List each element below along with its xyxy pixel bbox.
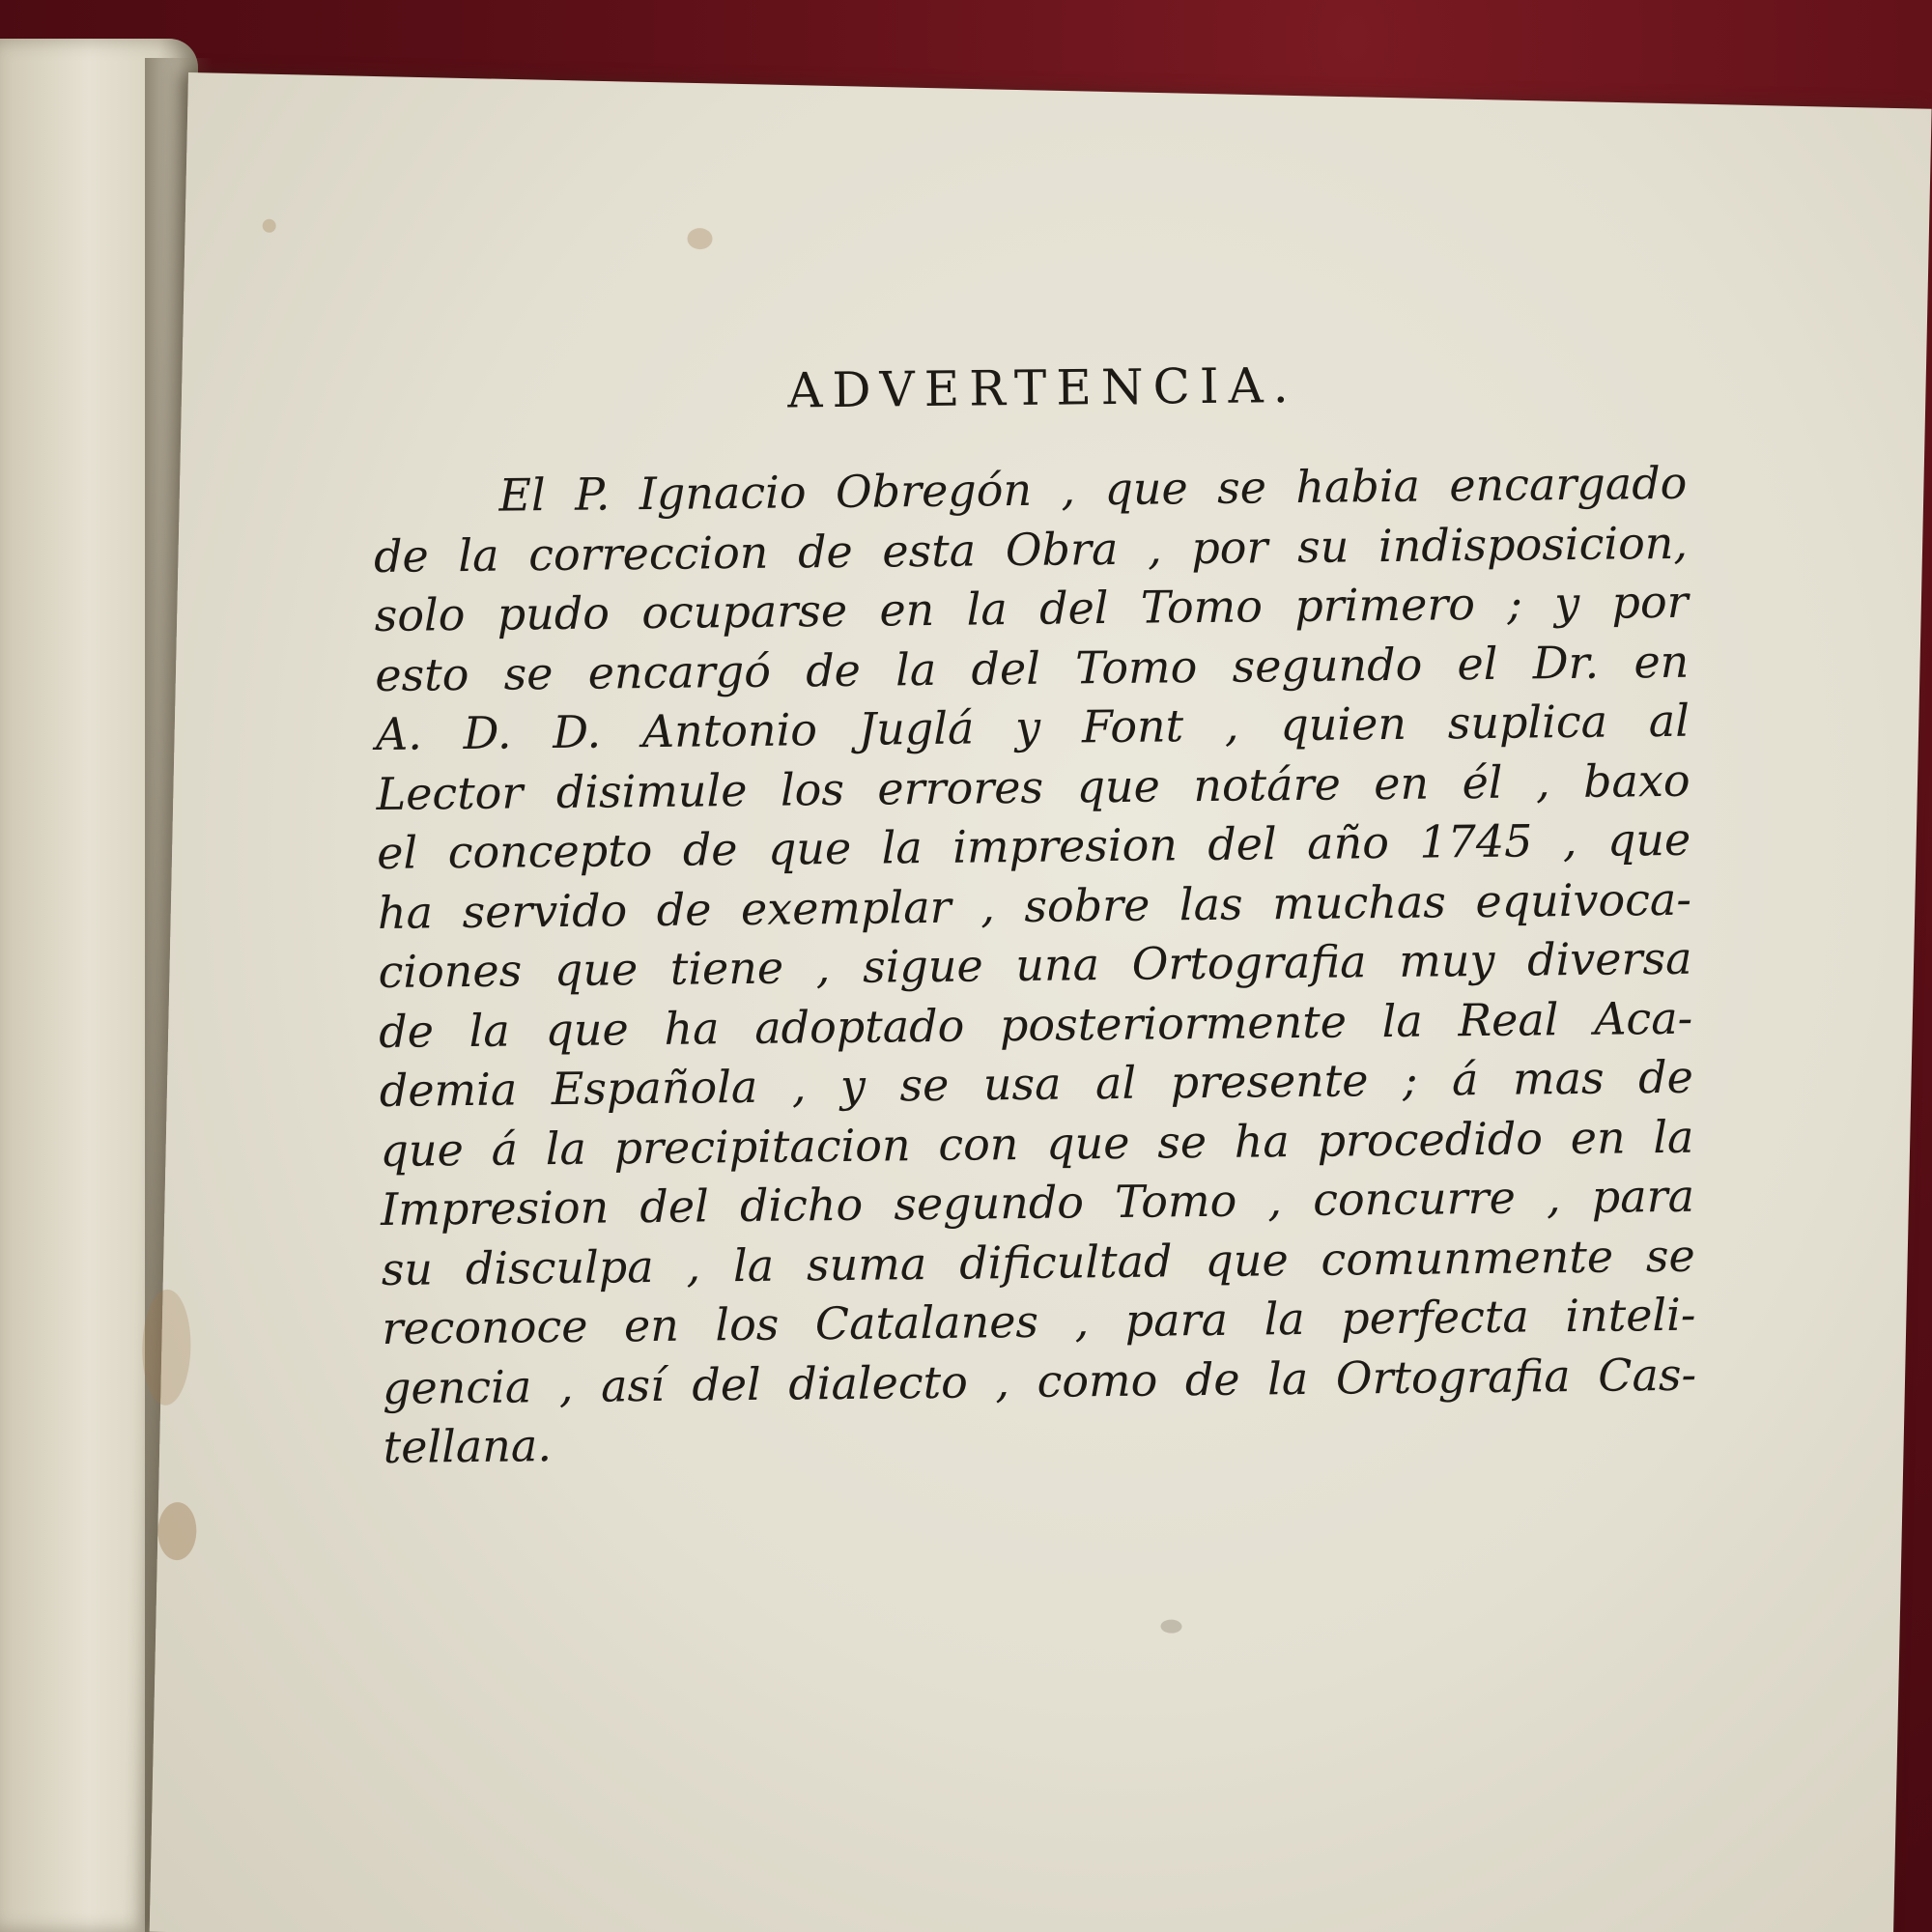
foxing-stain [141, 1289, 192, 1406]
page-text-block [372, 353, 1755, 1477]
foxing-stain [263, 219, 276, 233]
paragraph-line: tellana. [383, 1419, 553, 1473]
paragraph-line: ha servido de exemplar , sobre las muchas equivoca- [377, 872, 1692, 939]
paragraph-line: solo pudo ocuparse en la del Tomo primero ; y por [374, 575, 1689, 641]
paragraph-line: gencia , así del dialecto , como de la Ortografia Cas- [382, 1348, 1697, 1414]
foxing-stain [687, 228, 712, 250]
body-paragraph [373, 453, 1755, 1477]
paragraph-line: El P. Ignacio Obregón , que se habia encargado [498, 456, 1688, 522]
paragraph-line: ciones que tiene , sigue una Ortografia muy diversa [378, 931, 1692, 998]
foxing-stain [157, 1502, 197, 1561]
paragraph-line: que á la precipitacion con que se ha procedido en la [380, 1110, 1694, 1177]
page-title: ADVERTENCIA. [786, 356, 1298, 419]
foxing-stain [1160, 1619, 1181, 1633]
paragraph-line: de la que ha adoptado posteriormente la Real Aca- [378, 991, 1693, 1058]
paragraph-line: el concepto de que la impresion del año 1745 , que [376, 812, 1691, 879]
paragraph-line: reconoce en los Catalanes , para la perfecta inteli- [382, 1288, 1696, 1354]
paragraph-line: esto se encargó de la del Tomo segundo el Dr. en [375, 635, 1690, 701]
paragraph-line: A. D. D. Antonio Juglá y Font , quien suplica al [375, 694, 1690, 760]
paragraph-line: de la correccion de esta Obra , por su indisposicion, [373, 516, 1689, 582]
paragraph-line: demia Española , y se usa al presente ; á mas de [379, 1050, 1694, 1117]
paragraph-line: Lector disimule los errores que notáre en él , baxo [376, 753, 1690, 820]
paragraph-line: Impresion del dicho segundo Tomo , concurre , para [380, 1169, 1695, 1236]
paragraph-line: su disculpa , la suma dificultad que comunmente se [381, 1229, 1695, 1295]
